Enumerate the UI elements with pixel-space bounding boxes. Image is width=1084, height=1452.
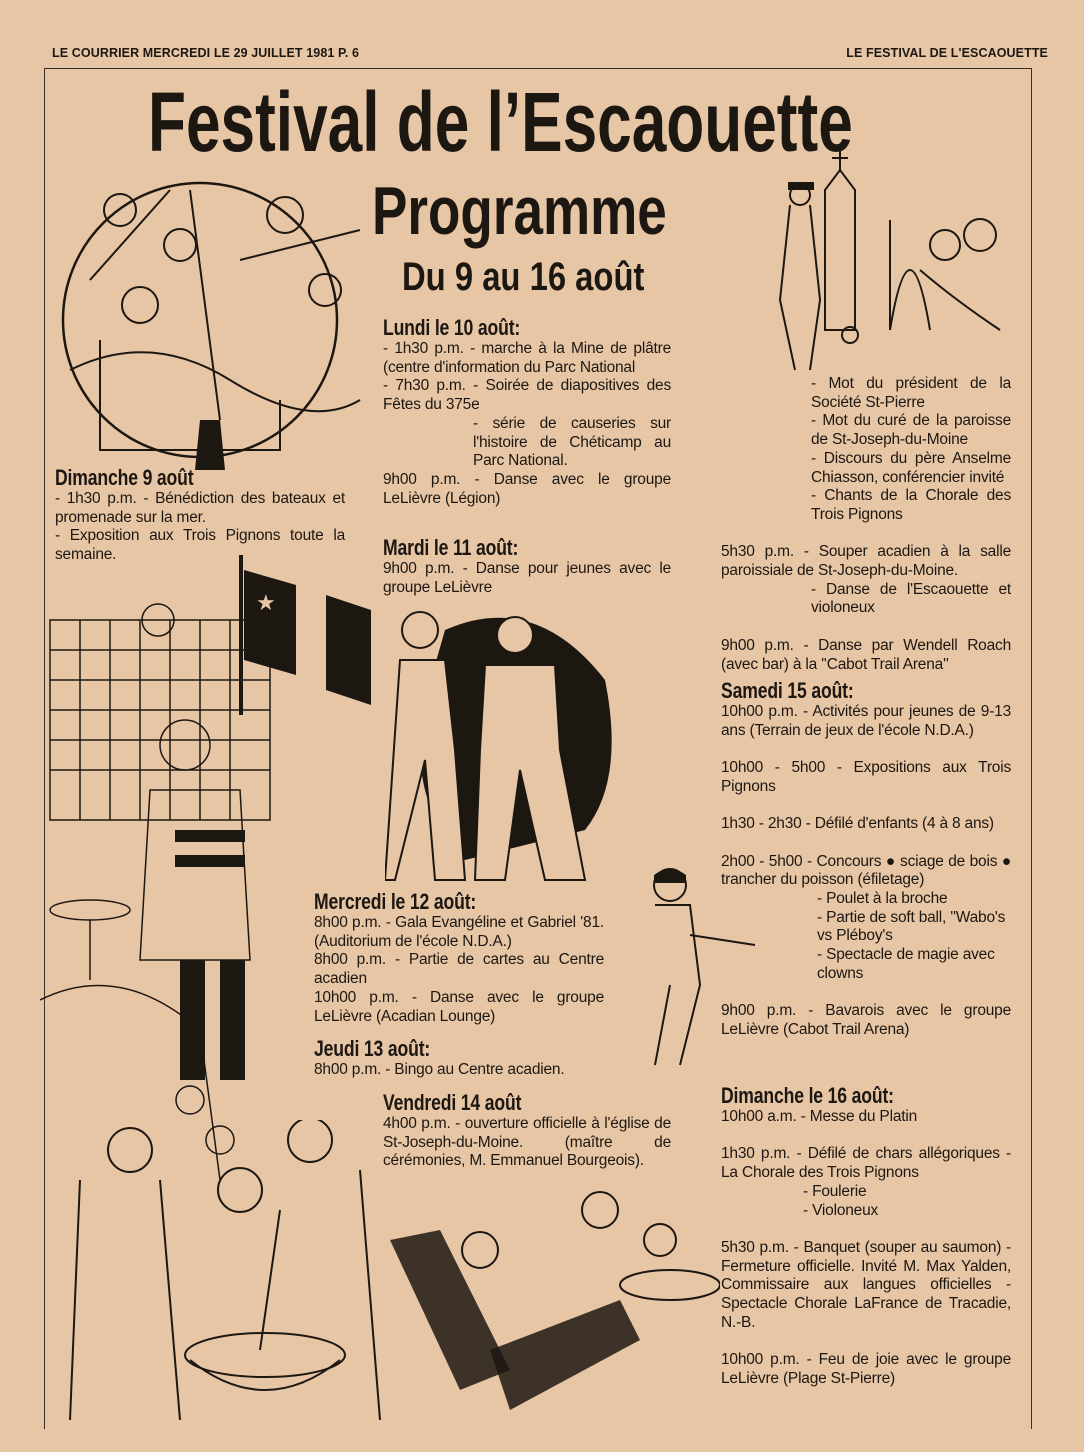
event-item: 9h00 p.m. - Danse pour jeunes avec le groupe LeLièvre (383, 560, 671, 596)
day-heading: Mercredi le 12 août: (314, 889, 477, 914)
event-item: 1h30 - 2h30 - Défilé d'enfants (4 à 8 ans) (721, 815, 994, 833)
event-item: - Danse de l'Escaouette et violoneux (811, 580, 1011, 617)
festival-dates: Du 9 au 16 août (402, 255, 645, 299)
event-item: 5h30 p.m. - Banquet (souper au saumon) - Fermeture officielle. Invité M. Max Yalden, Commissaire aux langues officielles - Spectacle Chorale LaFrance de Tracadie, N.-B. (721, 1238, 1011, 1331)
musicians-illustration (30, 170, 370, 490)
day-vendredi-14 (383, 1091, 671, 1171)
event-item: - Foulerie (803, 1182, 867, 1200)
day-heading: Samedi 15 août: (721, 678, 854, 703)
day-dimanche-16 (721, 1084, 1011, 1389)
day-heading: Jeudi 13 août: (314, 1036, 431, 1061)
church-couple-illustration (770, 150, 1010, 375)
event-item: 10h00 p.m. - Feu de joie avec le groupe LeLièvre (Plage St-Pierre) (721, 1351, 1011, 1387)
day-heading: Lundi le 10 août: (383, 315, 521, 340)
event-item: 5h30 p.m. - Souper acadien à la salle paroissiale de St-Joseph-du-Moine. (721, 543, 1011, 580)
day-heading: Dimanche 9 août (55, 465, 194, 490)
event-item: 1h30 p.m. - Défilé de chars allégoriques - La Chorale des Trois Pignons (721, 1145, 1011, 1182)
day-mercredi-12 (314, 890, 604, 1026)
event-item: - Discours du père Anselme Chiasson, conférencier invité (811, 449, 1011, 486)
star-icon: ★ (256, 590, 276, 615)
dancing-couple-illustration (385, 600, 625, 890)
event-item: 9h00 p.m. - Bavarois avec le groupe LeLièvre (Cabot Trail Arena) (721, 1002, 1011, 1038)
day-vendredi-14-continued (721, 375, 1011, 674)
event-item: - Mot du curé de la paroisse de St-Joseph-du-Moine (811, 412, 1011, 449)
day-heading: Mardi le 11 août: (383, 535, 519, 560)
event-item: 9h00 p.m. - Danse avec le groupe LeLièvre (Légion) (383, 470, 671, 507)
page-subtitle: Programme (372, 173, 667, 249)
day-jeudi-13 (314, 1037, 604, 1080)
event-item: 4h00 p.m. - ouverture officielle à l'église de St-Joseph-du-Moine. (maître de cérémonies, M. Emmanuel Bourgeois). (383, 1115, 671, 1170)
event-item: - série de causeries sur l'histoire de Chéticamp au Parc National. (473, 414, 671, 470)
event-item: 10h00 a.m. - Messe du Platin (721, 1108, 918, 1125)
event-item: - 1h30 p.m. - Bénédiction des bateaux et promenade sur la mer. (55, 490, 345, 526)
event-item: 10h00 p.m. - Activités pour jeunes de 9-13 ans (Terrain de jeux de l'école N.D.A.) (721, 703, 1011, 739)
event-item: 10h00 - 5h00 - Expositions aux Trois Pignons (721, 759, 1011, 795)
event-item: - Exposition aux Trois Pignons toute la semaine. (55, 527, 345, 564)
event-item: 10h00 p.m. - Danse avec le groupe LeLièvre (Acadian Lounge) (314, 988, 604, 1025)
day-samedi-15 (721, 679, 1011, 1040)
event-item: 9h00 p.m. - Danse par Wendell Roach (avec bar) à la ''Cabot Trail Arena'' (721, 636, 1011, 673)
event-item: - 7h30 p.m. - Soirée de diapositives des Fêtes du 375e (383, 377, 671, 414)
event-item: 8h00 p.m. - Gala Evangéline et Gabriel '81. (Auditorium de l'école N.D.A.) (314, 914, 604, 950)
event-item: 8h00 p.m. - Partie de cartes au Centre acadien (314, 951, 604, 988)
acadian-flag-illustration (236, 555, 376, 715)
day-dimanche-9 (55, 466, 345, 565)
event-item: - Violoneux (803, 1201, 879, 1219)
newspaper-header-left: LE COURRIER MERCREDI LE 29 JUILLET 1981 P. 6 (52, 46, 360, 60)
day-heading: Dimanche le 16 août: (721, 1083, 894, 1108)
event-item: - Spectacle de magie avec clowns (817, 946, 995, 982)
day-mardi-11 (383, 536, 671, 597)
event-item: - Partie de soft ball, ''Wabo's vs Pléboy's (817, 908, 1006, 945)
day-lundi-10 (383, 316, 671, 508)
event-item: - Poulet à la broche (817, 889, 948, 907)
day-heading: Vendredi 14 août (383, 1090, 522, 1115)
event-item: - Mot du président de la Société St-Pierre (811, 375, 1011, 411)
newspaper-header-right: LE FESTIVAL DE L'ESCAOUETTE (846, 46, 1048, 60)
page-title: Festival de l’Escaouette (148, 75, 853, 169)
event-item: 2h00 - 5h00 - Concours ● sciage de bois ● trancher du poisson (éfiletage) (721, 852, 1011, 889)
event-item: - 1h30 p.m. - marche à la Mine de plâtre (centre d'information du Parc National (383, 340, 671, 376)
event-item: 8h00 p.m. - Bingo au Centre acadien. (314, 1061, 565, 1078)
event-item: - Chants de la Chorale des Trois Pignons (811, 487, 1011, 523)
